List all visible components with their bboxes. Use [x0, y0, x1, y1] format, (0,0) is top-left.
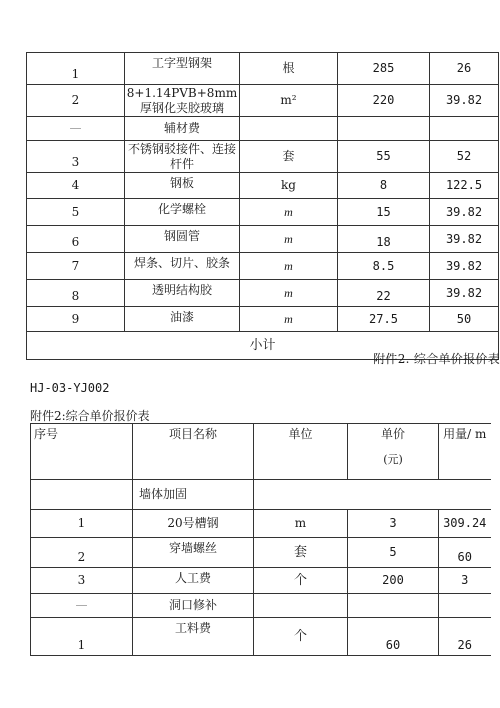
item-unit: 个: [254, 618, 348, 656]
header-row: [31, 424, 491, 480]
row-number: 1: [27, 53, 125, 85]
item-quantity: 18: [338, 226, 430, 253]
item-quantity: 60: [439, 538, 491, 568]
item-price: 39.82: [430, 85, 499, 117]
table-row: [27, 141, 499, 173]
item-unit: 套: [240, 141, 338, 173]
item-name: 工字型钢架: [125, 53, 240, 85]
section-row: [31, 480, 491, 510]
table-row: [31, 538, 491, 568]
header-no: 序号: [31, 424, 133, 480]
item-quantity: 3: [439, 568, 491, 594]
item-unit: 套: [254, 538, 348, 568]
item-name: 化学螺栓: [125, 199, 240, 226]
item-name: 钢圆管: [125, 226, 240, 253]
item-unit: m: [240, 280, 338, 307]
table-row: [27, 280, 499, 307]
item-name: 人工费: [133, 568, 254, 594]
item-price: 50: [430, 307, 499, 332]
item-quantity: 26: [439, 618, 491, 656]
item-unit: 根: [240, 53, 338, 85]
unit-price-table: [30, 423, 491, 656]
item-price: 60: [348, 618, 439, 656]
row-number: 7: [27, 253, 125, 280]
item-unit: kg: [240, 173, 338, 199]
item-name: 穿墙螺丝: [133, 538, 254, 568]
row-number: 3: [31, 568, 133, 594]
table-row: [27, 307, 499, 332]
item-unit: m: [240, 226, 338, 253]
section-title: 墙体加固: [133, 480, 254, 510]
item-unit: m: [240, 199, 338, 226]
item-quantity: 220: [338, 85, 430, 117]
row-number: 3: [27, 141, 125, 173]
item-name: 20号槽钢: [133, 510, 254, 538]
table-row: [31, 618, 491, 656]
header-price-unit: (元): [383, 453, 403, 467]
subtotal-label: 小计: [27, 332, 499, 360]
row-number: 6: [27, 226, 125, 253]
item-quantity: 27.5: [338, 307, 430, 332]
item-name: 不锈钢驳接件、连接杆件: [125, 141, 240, 173]
item-unit: [240, 117, 338, 141]
row-number: 1: [31, 618, 133, 656]
item-price: 122.5: [430, 173, 499, 199]
row-number: 4: [27, 173, 125, 199]
row-number: 2: [27, 85, 125, 117]
item-price: 39.82: [430, 226, 499, 253]
table-row: [27, 53, 499, 85]
item-price: 39.82: [430, 280, 499, 307]
item-name: 透明结构胶: [125, 280, 240, 307]
item-quantity: 309.24: [439, 510, 491, 538]
item-price: 3: [348, 510, 439, 538]
item-price: 5: [348, 538, 439, 568]
header-price: [348, 424, 439, 480]
item-quantity: 8.5: [338, 253, 430, 280]
item-quantity: [338, 117, 430, 141]
section-row: [31, 594, 491, 618]
table-row: [27, 226, 499, 253]
item-price: 52: [430, 141, 499, 173]
row-number: 1: [31, 510, 133, 538]
table-row: [27, 117, 499, 141]
section-title: 洞口修补: [133, 594, 254, 618]
document-code: HJ-03-YJ002: [30, 381, 110, 395]
item-price: 39.82: [430, 253, 499, 280]
item-price: 200: [348, 568, 439, 594]
table-row: [27, 199, 499, 226]
row-number: 8: [27, 280, 125, 307]
table-row: [31, 510, 491, 538]
item-unit: m²: [240, 85, 338, 117]
item-name: 钢板: [125, 173, 240, 199]
item-unit: m: [240, 307, 338, 332]
item-unit: m: [240, 253, 338, 280]
item-quantity: 15: [338, 199, 430, 226]
attachment-note: 附件2. 综合单价报价表: [373, 352, 500, 366]
row-number: 9: [27, 307, 125, 332]
section-number: —: [31, 594, 133, 618]
header-price-label: 单价: [380, 427, 405, 441]
header-name: 项目名称: [133, 424, 254, 480]
item-name: 油漆: [125, 307, 240, 332]
item-name: 辅材费: [125, 117, 240, 141]
row-number: 2: [31, 538, 133, 568]
item-price: 26: [430, 53, 499, 85]
item-quantity: 22: [338, 280, 430, 307]
item-quantity: 8: [338, 173, 430, 199]
table2-caption: 附件2:综合单价报价表: [30, 409, 150, 423]
table-row: [27, 253, 499, 280]
row-number: —: [27, 117, 125, 141]
header-quantity: 用量/ m: [439, 424, 491, 480]
row-number: 5: [27, 199, 125, 226]
table-row: [27, 85, 499, 117]
item-price: 39.82: [430, 199, 499, 226]
materials-table: [26, 52, 499, 360]
item-name: 8+1.14PVB+8mm厚钢化夹胶玻璃: [125, 85, 240, 117]
header-unit: 单位: [254, 424, 348, 480]
table-row: [27, 173, 499, 199]
item-price: [430, 117, 499, 141]
item-name: 焊条、切片、胶条: [125, 253, 240, 280]
table-row: [31, 568, 491, 594]
item-quantity: 285: [338, 53, 430, 85]
item-unit: m: [254, 510, 348, 538]
item-unit: 个: [254, 568, 348, 594]
item-quantity: 55: [338, 141, 430, 173]
item-name: 工料费: [133, 618, 254, 656]
